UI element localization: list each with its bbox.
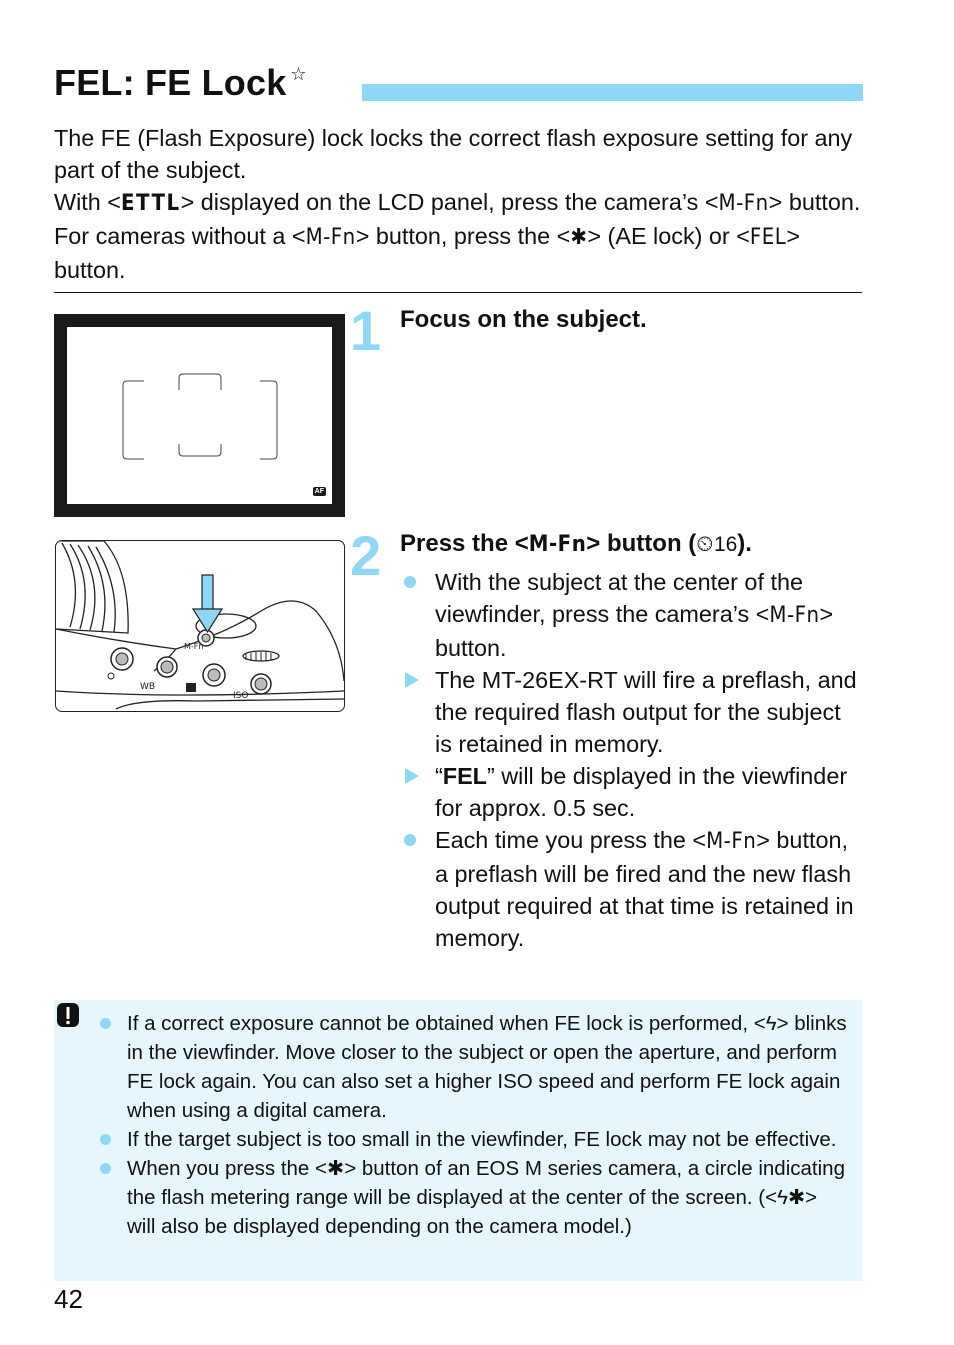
bullet-dot-icon (100, 1134, 111, 1145)
step-2-title: Press the <M-Fn> button (⏲16). (400, 530, 752, 557)
section-divider (54, 292, 862, 293)
flash-icon: ϟ (765, 1012, 777, 1035)
mfn-symbol: M-Fn (718, 191, 769, 216)
flash-ae-lock-icon: ϟ✱ (777, 1186, 806, 1209)
step-number-1: 1 (350, 299, 382, 362)
af-badge: AF (314, 488, 324, 495)
intro-paragraph-2: With <ETTL> displayed on the LCD panel, press the camera’s <M-Fn> button. For cameras without a <M-Fn> button, press the <✱> (AE lock) or <FEL> button. (54, 189, 861, 283)
iso-label: ISO (233, 691, 249, 701)
bullet-dot-icon (100, 1163, 111, 1174)
af-points-icon (67, 327, 332, 504)
step-number-2: 2 (350, 524, 382, 587)
step-1-title: Focus on the subject. (400, 306, 647, 333)
exposure-comp-icon (186, 683, 196, 692)
step-2-list (402, 566, 862, 954)
timer-icon: ⏲ (696, 532, 714, 557)
camera-illustration (55, 540, 345, 712)
caution-icon (54, 1000, 82, 1028)
caution-item: When you press the <✱> button of an EOS M series camera, a circle indicating the flash metering range will be displayed at the center of the screen. (<ϟ✱> will also be displayed depending on the camera model.) (99, 1154, 851, 1241)
viewfinder-illustration (54, 314, 345, 517)
result-arrow-icon (405, 672, 419, 688)
star-icon: ☆ (290, 64, 307, 84)
title-accent-bar (362, 84, 863, 101)
ae-lock-icon: ✱ (327, 1157, 345, 1180)
mfn-symbol: M-Fn (528, 532, 587, 557)
mfn-symbol: M-Fn (769, 603, 820, 628)
fel-symbol: FEL (749, 225, 787, 250)
ettl-symbol: ETTL (120, 191, 181, 216)
wb-label: WB (140, 682, 156, 692)
intro-paragraph-1: The FE (Flash Exposure) lock locks the correct flash exposure setting for any part of the subject. (54, 125, 853, 183)
mfn-symbol: M-Fn (706, 829, 757, 854)
list-item: “FEL” will be displayed in the viewfinder for approx. 0.5 sec. (402, 760, 862, 824)
page-title: FEL: FE Lock ☆ (54, 62, 307, 103)
mfn-symbol: M-Fn (305, 225, 356, 250)
result-arrow-icon (405, 768, 419, 784)
caution-item: If the target subject is too small in the viewfinder, FE lock may not be effective. (99, 1125, 851, 1154)
light-icon (108, 673, 114, 679)
mfn-label: M-Fn (184, 642, 204, 651)
camera-body-icon (56, 541, 344, 711)
reference-page: 16 (713, 533, 738, 556)
bullet-dot-icon (404, 834, 416, 846)
caution-item: If a correct exposure cannot be obtained when FE lock is performed, <ϟ> blinks in the viewfinder. Move closer to the subject or open the aperture, and perform FE lock again. You can also set a higher ISO speed and perform FE lock again when using a digital camera. (99, 1009, 851, 1125)
ae-lock-icon: ✱ (570, 225, 588, 250)
caution-list (99, 1009, 851, 1241)
page-number: 42 (54, 1284, 83, 1314)
list-item: With the subject at the center of the viewfinder, press the camera’s <M-Fn> button. (402, 566, 862, 664)
caution-box (54, 1000, 862, 1281)
fel-indicator: FEL (442, 763, 487, 789)
list-item: Each time you press the <M-Fn> button, a preflash will be fired and the new flash output required at that time is retained in memory. (402, 824, 862, 954)
list-item: The MT-26EX-RT will fire a preflash, and the required flash output for the subject is retained in memory. (402, 664, 862, 760)
bullet-dot-icon (404, 576, 416, 588)
intro-text (54, 122, 869, 286)
bullet-dot-icon (100, 1018, 111, 1029)
